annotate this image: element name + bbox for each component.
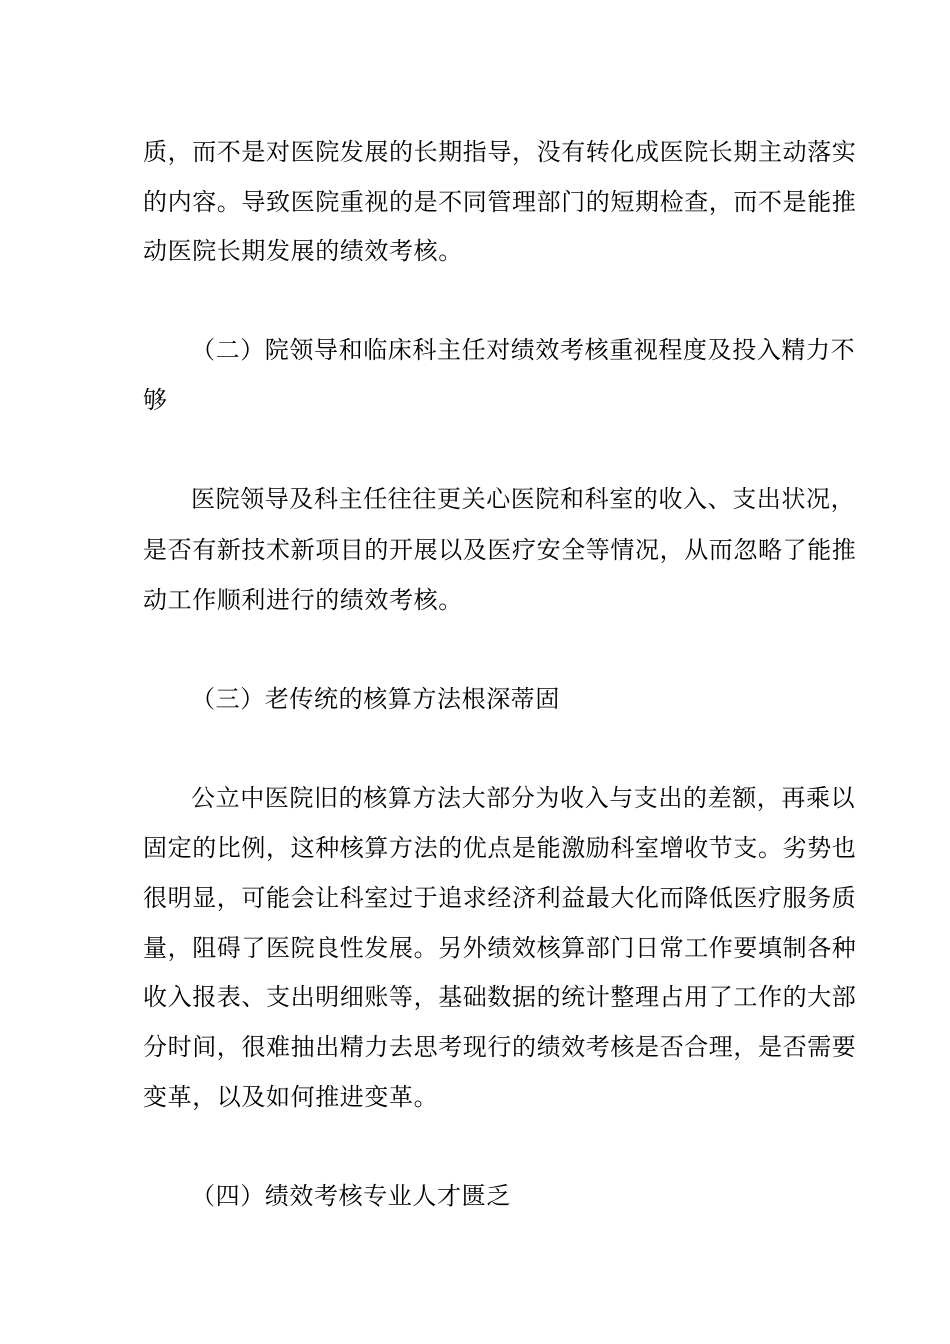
paragraph-line: 分时间，很难抽出精力去思考现行的绩效考核是否合理，是否需要 [143, 1033, 857, 1061]
paragraph-line: 公立中医院旧的核算方法大部分为收入与支出的差额，再乘以 [191, 784, 856, 812]
paragraph-line: 很明显，可能会让科室过于追求经济利益最大化而降低医疗服务质 [143, 884, 857, 912]
section-heading: （三）老传统的核算方法根深蒂固 [191, 685, 560, 713]
paragraph-line: 动工作顺利进行的绩效考核。 [143, 586, 463, 614]
paragraph-line: 固定的比例，这种核算方法的优点是能激励科室增收节支。劣势也 [143, 834, 857, 862]
section-heading: 够 [143, 386, 168, 414]
paragraph-line: 收入报表、支出明细账等，基础数据的统计整理占用了工作的大部 [143, 983, 857, 1011]
paragraph-line: 量，阻碍了医院良性发展。另外绩效核算部门日常工作要填制各种 [143, 934, 857, 962]
paragraph-line: 是否有新技术新项目的开展以及医疗安全等情况，从而忽略了能推 [143, 536, 857, 564]
paragraph-line: 动医院长期发展的绩效考核。 [143, 237, 463, 265]
section-heading: （四）绩效考核专业人才匮乏 [191, 1182, 511, 1210]
paragraph-line: 变革，以及如何推进变革。 [143, 1083, 439, 1111]
paragraph-line: 质，而不是对医院发展的长期指导，没有转化成医院长期主动落实 [143, 138, 857, 166]
paragraph-line: 医院领导及科主任往往更关心医院和科室的收入、支出状况， [191, 485, 856, 513]
section-heading: （二）院领导和临床科主任对绩效考核重视程度及投入精力不 [191, 336, 856, 364]
paragraph-line: 的内容。导致医院重视的是不同管理部门的短期检查，而不是能推 [143, 188, 857, 216]
